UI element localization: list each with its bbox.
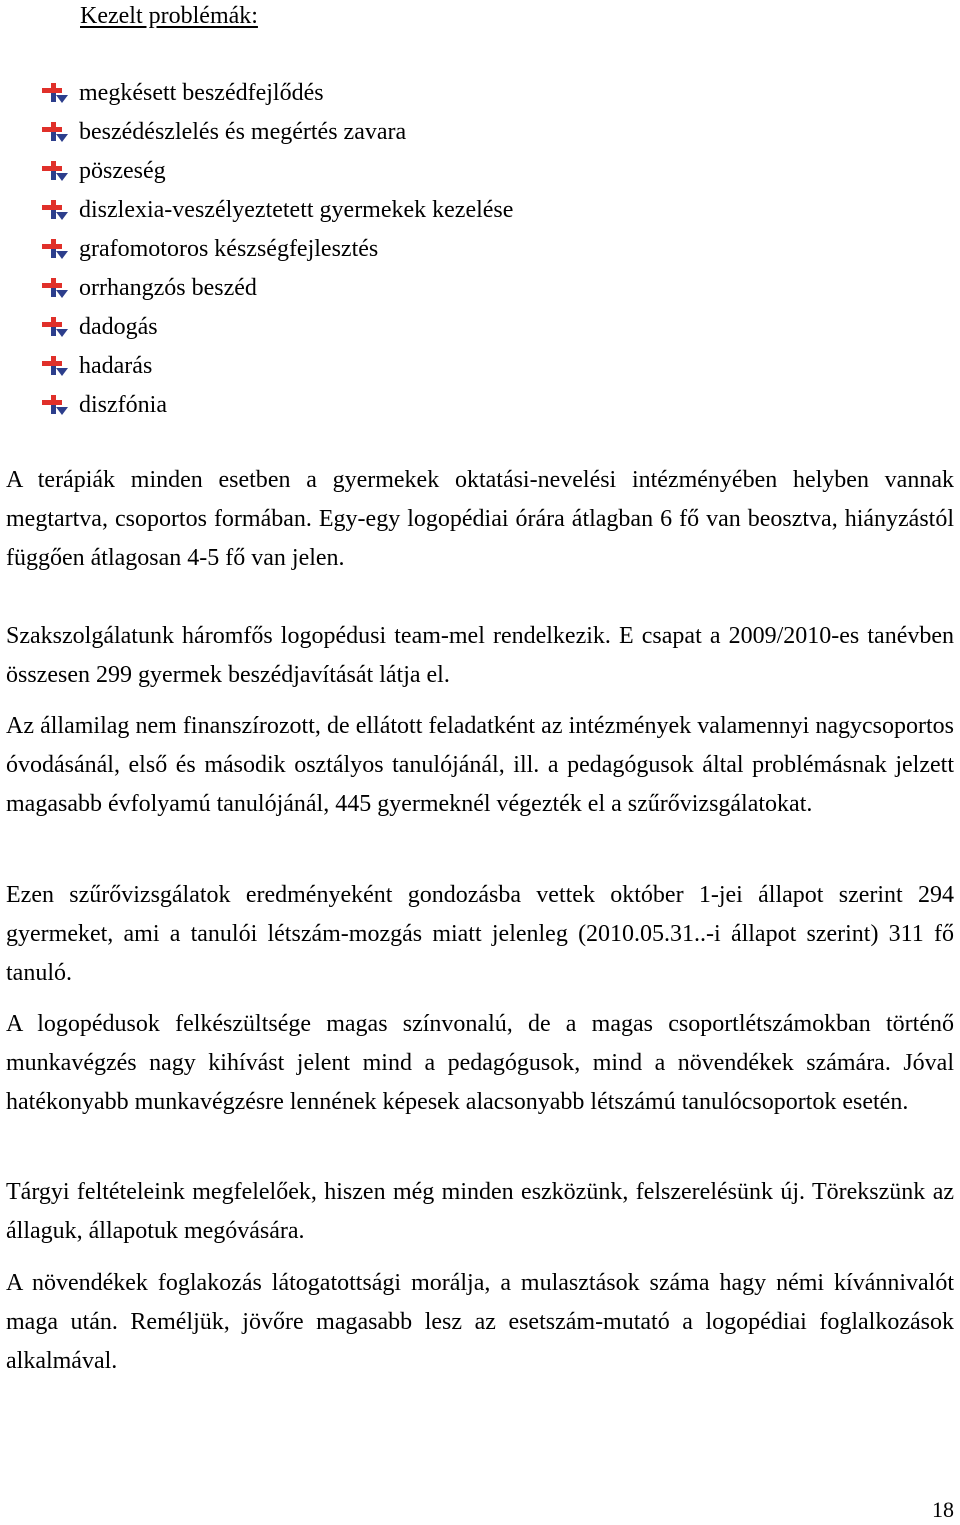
arrow-bullet-icon <box>42 395 68 417</box>
arrow-bullet-icon <box>42 161 68 183</box>
problem-list <box>42 74 513 425</box>
arrow-bullet-icon <box>42 239 68 261</box>
list-item-label: hadarás <box>79 353 153 379</box>
arrow-bullet-icon <box>42 200 68 222</box>
paragraph-attendance: A növendékek foglakozás látogatottsági morálja, a mulasztások száma hagy némi kívánnivalót maga után. Reméljük, jövőre magasabb lesz az esetszám-mutató a logopédiai foglalkozások alkalmával. <box>6 1270 954 1374</box>
list-item-label: diszfónia <box>79 392 167 418</box>
list-item <box>42 386 513 425</box>
list-item <box>42 152 513 191</box>
list-item <box>42 113 513 152</box>
list-item-label: grafomotoros készségfejlesztés <box>79 236 379 262</box>
list-item-label: dadogás <box>79 314 158 340</box>
page-number: 18 <box>932 1497 954 1522</box>
list-item <box>42 308 513 347</box>
paragraph-qualification: A logopédusok felkészültsége magas színvonalú, de a magas csoportlétszámokban történő munkavégzés nagy kihívást jelent mind a pedagógusok, mind a növendékek számára. Jóval hatékonyabb munkavégzésre lennének képesek alacsonyabb létszámú tanulócsoportok esetén. <box>6 1011 954 1115</box>
paragraph-therapy: A terápiák minden esetben a gyermekek oktatási-nevelési intézményében helyben vannak megtartva, csoportos formában. Egy-egy logopédiai órára átlagban 6 fő van beosztva, hiányzástól függően átlagosan 4-5 fő van jelen. <box>6 467 954 571</box>
list-item <box>42 191 513 230</box>
paragraph-equipment: Tárgyi feltételeink megfelelőek, hiszen még minden eszközünk, felszerelésünk új. Törekszünk az állaguk, állapotuk megóvására. <box>6 1179 954 1244</box>
arrow-bullet-icon <box>42 122 68 144</box>
list-item-label: orrhangzós beszéd <box>79 275 257 301</box>
list-item-label: diszlexia-veszélyeztetett gyermekek kezelése <box>79 197 514 223</box>
list-item-label: pöszeség <box>79 158 166 184</box>
paragraph-team: Szakszolgálatunk háromfős logopédusi team-mel rendelkezik. E csapat a 2009/2010-es tanévben összesen 299 gyermek beszédjavítását látja el. <box>6 623 954 688</box>
list-item <box>42 269 513 308</box>
arrow-bullet-icon <box>42 278 68 300</box>
arrow-bullet-icon <box>42 356 68 378</box>
list-item-label: megkésett beszédfejlődés <box>79 80 324 106</box>
paragraph-screening: Az államilag nem finanszírozott, de ellátott feladatként az intézmények valamennyi nagycsoportos óvodásánál, első és második osztályos tanulójánál, ill. a pedagógusok által problémásnak jelzett magasabb évfolyamú tanulójánál, 445 gyermeknél végezték el a szűrővizsgálatokat. <box>6 713 954 817</box>
list-item-label: beszédészlelés és megértés zavara <box>79 119 407 145</box>
paragraph-care: Ezen szűrővizsgálatok eredményeként gondozásba vettek október 1-jei állapot szerint 294 gyermeket, ami a tanulói létszám-mozgás miatt jelenleg (2010.05.31..-i állapot szerint) 311 fő tanuló. <box>6 882 954 986</box>
list-item <box>42 74 513 113</box>
list-item <box>42 347 513 386</box>
arrow-bullet-icon <box>42 83 68 105</box>
list-item <box>42 230 513 269</box>
section-heading: Kezelt problémák: <box>80 3 258 29</box>
arrow-bullet-icon <box>42 317 68 339</box>
